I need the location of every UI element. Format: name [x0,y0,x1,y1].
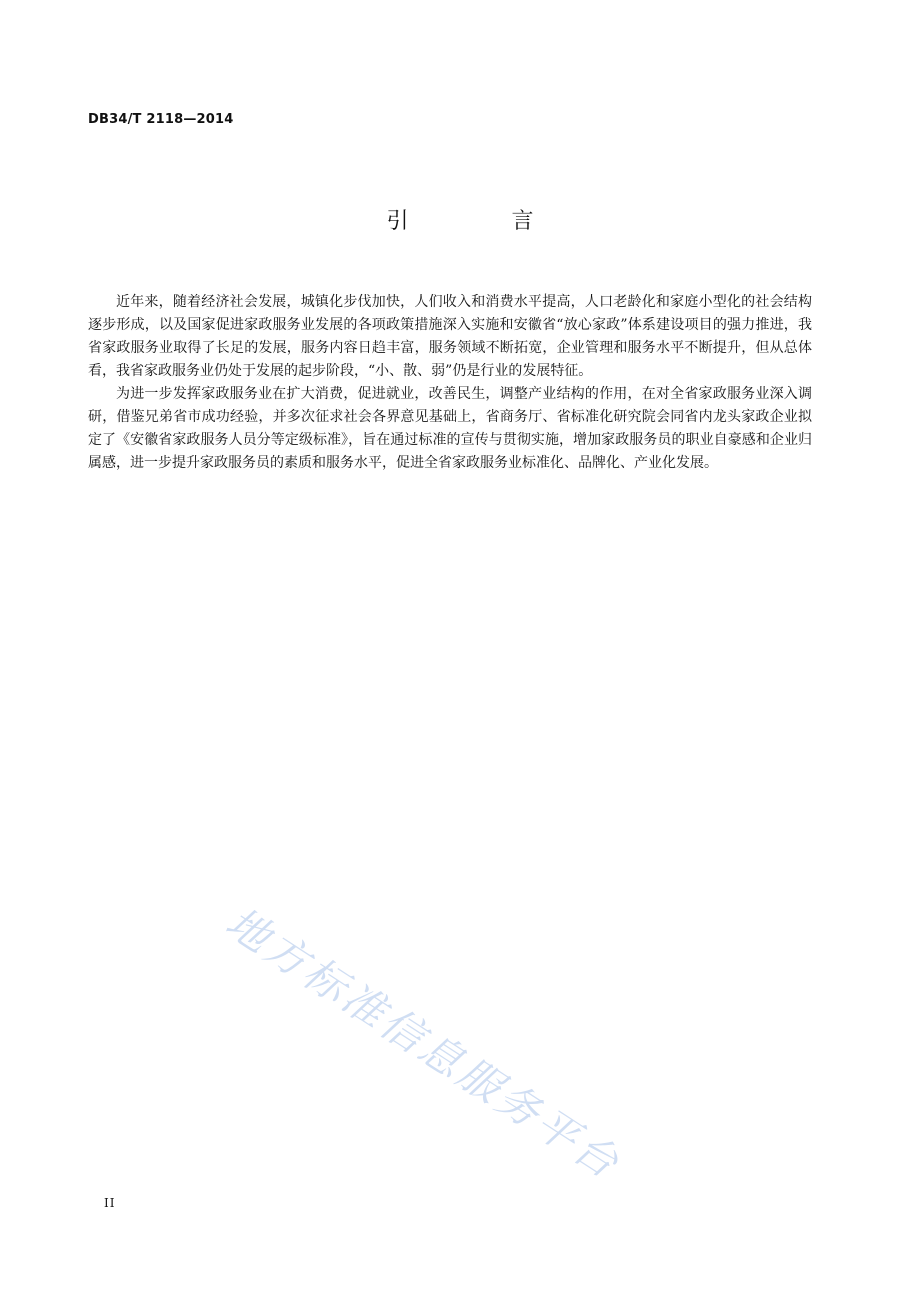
watermark: 地方标准信息服务平台 [217,897,630,1190]
page-number: II [104,1196,116,1210]
body-text [88,291,812,475]
paragraph-2: 为进一步发挥家政服务业在扩大消费，促进就业，改善民生，调整产业结构的作用，在对全省家政服务业深入调研，借鉴兄弟省市成功经验，并多次征求社会各界意见基础上，省商务厅、省标准化研究院会同省内龙头家政企业拟定了《安徽省家政服务人员分等定级标准》，旨在通过标准的宣传与贯彻实施，增加家政服务员的职业自豪感和企业归属感，进一步提升家政服务员的素质和服务水平，促进全省家政服务业标准化、品牌化、产业化发展。 [88,386,812,471]
section-title: 引 言 [386,209,582,234]
document-code: DB34/T 2118—2014 [88,112,234,127]
paragraph-1: 近年来，随着经济社会发展，城镇化步伐加快，人们收入和消费水平提高，人口老龄化和家庭小型化的社会结构逐步形成，以及国家促进家政服务业发展的各项政策措施深入实施和安徽省“放心家政”体系建设项目的强力推进，我省家政服务业取得了长足的发展，服务内容日趋丰富，服务领域不断拓宽，企业管理和服务水平不断提升，但从总体看，我省家政服务业仍处于发展的起步阶段，“小、散、弱”仍是行业的发展特征。 [88,294,812,379]
